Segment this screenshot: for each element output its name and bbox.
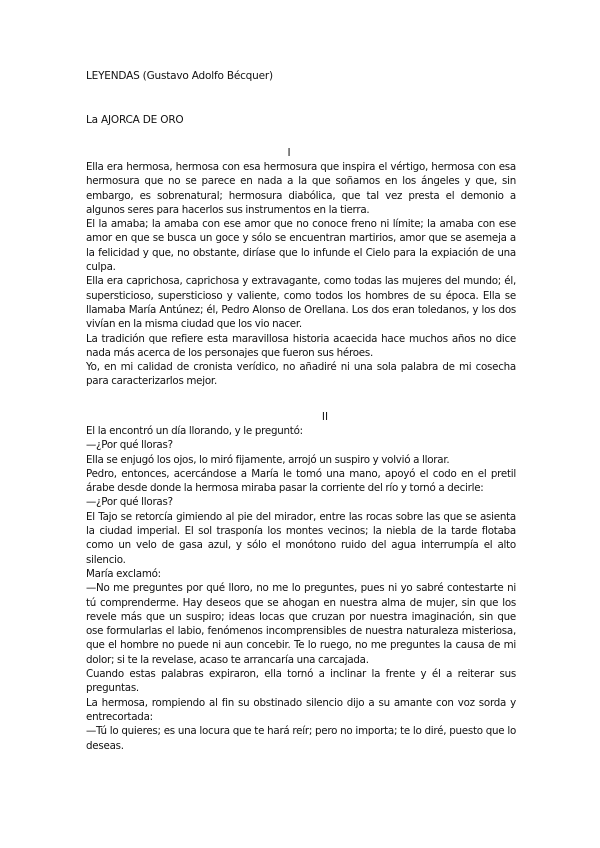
paragraph: Pedro, entonces, acercándose a María le tomó una mano, apoyó el codo en el pretil árabe desde donde la hermosa miraba pasar la corriente del río y tornó a decirle: (86, 467, 516, 495)
section-1 (86, 146, 516, 389)
paragraph: Ella era caprichosa, caprichosa y extravagante, como todas las mujeres del mundo; él, supersticioso, supersticioso y valiente, como todos los hombres de su época. Ella se llamaba María Antúnez; él, Pedro Alonso de Orellana. Los dos eran toledanos, y los dos vivían en la misma ciudad que los vio nacer. (86, 275, 516, 331)
dialogue-line: —¿Por qué lloras? (86, 439, 173, 452)
book-header: LEYENDAS (Gustavo Adolfo Bécquer) (86, 70, 273, 82)
section-number: I (287, 147, 291, 159)
paragraph: Ella se enjugó los ojos, lo miró fijamente, arrojó un suspiro y volvió a llorar. (86, 453, 450, 466)
paragraph: La hermosa, rompiendo al fin su obstinado silencio dijo a su amante con voz sorda y entrecortada: (86, 696, 516, 723)
paragraph: María exclamó: (86, 567, 161, 580)
paragraph: El la amaba; la amaba con ese amor que no conoce freno ni límite; la amaba con ese amor en que se busca un goce y sólo se encuentran martirios, amor que se asemeja a la felicidad y que, no obstante, diríase que lo infunde el Cielo para la expiación de una culpa. (86, 218, 516, 274)
section-number: II (321, 411, 329, 423)
dialogue-line: —Tú lo quieres; es una locura que te hará reír; pero no importa; te lo diré, puesto que lo deseas. (86, 725, 516, 752)
section-2 (86, 410, 516, 753)
paragraph: El la encontró un día llorando, y le preguntó: (86, 425, 303, 437)
paragraph: Cuando estas palabras expiraron, ella tornó a inclinar la frente y él a reiterar sus preguntas. (86, 668, 516, 695)
paragraph: El Tajo se retorcía gimiendo al pie del mirador, entre las rocas sobre las que se asienta la ciudad imperial. El sol trasponía los montes vecinos; la niebla de la tarde flotaba como un velo de gasa azul, y sólo el monótono ruido del agua interrumpía el alto silencio. (86, 510, 516, 566)
paragraph: Yo, en mi calidad de cronista verídico, no añadiré ni una sola palabra de mi cosecha para caracterizarlos mejor. (86, 361, 516, 388)
paragraph: Ella era hermosa, hermosa con esa hermosura que inspira el vértigo, hermosa con esa hermosura que no se parece en nada a la que soñamos en los ángeles y que, sin embargo, es sobrenatural; hermosura diabólica, que tal vez presta el demonio a algunos seres para hacerlos sus instrumentos en la tierra. (86, 161, 516, 216)
paragraph: La tradición que refiere esta maravillosa historia acaecida hace muchos años no dice nada más acerca de los personajes que fueron sus héroes. (86, 332, 516, 359)
dialogue-line: —No me preguntes por qué lloro, no me lo preguntes, pues ni yo sabré contestarte ni tú comprenderme. Hay deseos que se ahogan en nuestra alma de mujer, sin que los revele más que un suspiro; ideas locas que cruzan por nuestra imaginación, sin que ose formularlas el labio, fenómenos incomprensibles de nuestra naturaleza misteriosa, que el hombre no puede ni aun concebir. Te lo ruego, no me preguntes la causa de mi dolor; si te la revelase, acaso te arrancaría una carcajada. (86, 582, 516, 666)
dialogue-line: —¿Por qué lloras? (86, 496, 173, 509)
story-title: La AJORCA DE ORO (86, 114, 184, 126)
